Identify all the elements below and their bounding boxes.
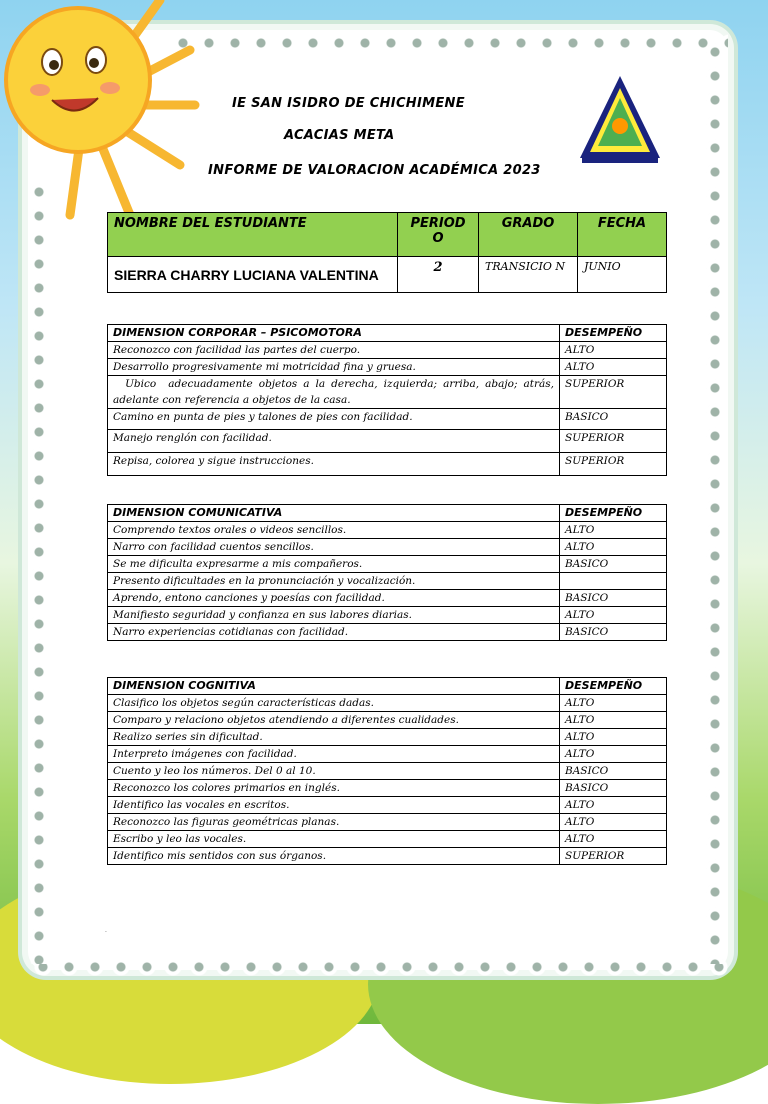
indicator-level: ALTO: [560, 746, 667, 763]
indicator-level: ALTO: [560, 342, 667, 359]
indicator-text: Aprendo, entono canciones y poesías con facilidad.: [108, 590, 560, 607]
indicator-text: Clasifico los objetos según características dadas.: [108, 695, 560, 712]
table-row: [108, 409, 667, 430]
indicator-level: ALTO: [560, 359, 667, 376]
lace-border-top: [170, 32, 728, 54]
header-grado: GRADO: [479, 213, 578, 257]
indicator-level: ALTO: [560, 522, 667, 539]
table-row: [108, 539, 667, 556]
indicator-text: Identifico mis sentidos con sus órganos.: [108, 848, 560, 865]
indicator-level: ALTO: [560, 712, 667, 729]
level-header: DESEMPEÑO: [560, 325, 667, 342]
header-periodo: PERIOD O: [398, 213, 479, 257]
indicator-text: Narro experiencias cotidianas con facilidad.: [108, 624, 560, 641]
dimension-title: DIMENSION COGNITIVA: [108, 678, 560, 695]
table-row: [108, 522, 667, 539]
lace-border-left: [28, 180, 50, 964]
indicator-text: Escribo y leo las vocales.: [108, 831, 560, 848]
table-row: [108, 430, 667, 453]
student-periodo: 2: [398, 257, 479, 293]
indicator-text: Presento dificultades en la pronunciación y vocalización.: [108, 573, 560, 590]
indicator-text: Narro con facilidad cuentos sencillos.: [108, 539, 560, 556]
indicator-level: BASICO: [560, 763, 667, 780]
indicator-level: ALTO: [560, 539, 667, 556]
indicator-text: Repisa, colorea y sigue instrucciones.: [108, 453, 560, 476]
school-city: ACACIAS META: [284, 128, 395, 143]
indicator-level: ALTO: [560, 695, 667, 712]
level-header: DESEMPEÑO: [560, 678, 667, 695]
indicator-text: Manifiesto seguridad y confianza en sus labores diarias.: [108, 607, 560, 624]
table-row: [108, 848, 667, 865]
dimension-cognitiva-table: [107, 677, 667, 865]
level-header: DESEMPEÑO: [560, 505, 667, 522]
indicator-level: SUPERIOR: [560, 453, 667, 476]
indicator-text: Se me dificulta expresarme a mis compañeros.: [108, 556, 560, 573]
school-logo-icon: [578, 74, 662, 164]
indicator-level: ALTO: [560, 814, 667, 831]
dimension-comunicativa-table: [107, 504, 667, 641]
indicator-level: BASICO: [560, 556, 667, 573]
indicator-text: Reconozco con facilidad las partes del cuerpo.: [108, 342, 560, 359]
table-row: [108, 556, 667, 573]
indicator-text: Comprendo textos orales o videos sencillos.: [108, 522, 560, 539]
lace-border-right: [704, 40, 726, 964]
table-row: [108, 763, 667, 780]
student-fecha: JUNIO: [578, 257, 667, 293]
indicator-text: Desarrollo progresivamente mi motricidad fina y gruesa.: [108, 359, 560, 376]
indicator-text: Realizo series sin dificultad.: [108, 729, 560, 746]
indicator-text: Cuento y leo los números. Del 0 al 10.: [108, 763, 560, 780]
indicator-level: ALTO: [560, 607, 667, 624]
indicator-text: Identifico las vocales en escritos.: [108, 797, 560, 814]
table-row: [108, 453, 667, 476]
dimension-title: DIMENSION CORPORAR – PSICOMOTORA: [108, 325, 560, 342]
table-row: [108, 746, 667, 763]
dimension-corporal-table: [107, 324, 667, 476]
indicator-level: SUPERIOR: [560, 376, 667, 409]
table-row: [108, 729, 667, 746]
indicator-level: ALTO: [560, 831, 667, 848]
table-row: [108, 797, 667, 814]
indicator-text: Comparo y relaciono objetos atendiendo a diferentes cualidades.: [108, 712, 560, 729]
indicator-level: BASICO: [560, 780, 667, 797]
lace-border-bottom: [30, 956, 728, 978]
table-row: [108, 831, 667, 848]
indicator-text: Camino en punta de pies y talones de pies con facilidad.: [108, 409, 560, 430]
indicator-level: ALTO: [560, 797, 667, 814]
student-name: SIERRA CHARRY LUCIANA VALENTINA: [108, 257, 398, 293]
header-fecha: FECHA: [578, 213, 667, 257]
header-nombre: NOMBRE DEL ESTUDIANTE: [108, 213, 398, 257]
student-info-table: [107, 212, 667, 293]
table-row: [108, 607, 667, 624]
school-name: IE SAN ISIDRO DE CHICHIMENE: [232, 96, 465, 111]
indicator-level: SUPERIOR: [560, 848, 667, 865]
table-row: [108, 342, 667, 359]
table-row: [108, 814, 667, 831]
indicator-level: ALTO: [560, 729, 667, 746]
indicator-level: BASICO: [560, 409, 667, 430]
table-row: [108, 712, 667, 729]
table-row: [108, 359, 667, 376]
indicator-text: Reconozco los colores primarios en inglés.: [108, 780, 560, 797]
indicator-text: Reconozco las figuras geométricas planas.: [108, 814, 560, 831]
indicator-level: [560, 573, 667, 590]
report-title: INFORME DE VALORACION ACADÉMICA 2023: [208, 163, 541, 178]
table-row: [108, 573, 667, 590]
indicator-text: Manejo renglón con facilidad.: [108, 430, 560, 453]
indicator-level: SUPERIOR: [560, 430, 667, 453]
table-row: [108, 376, 667, 409]
table-row: [108, 780, 667, 797]
table-row: [108, 695, 667, 712]
indicator-text: Interpreto imágenes con facilidad.: [108, 746, 560, 763]
sun-illustration: [0, 0, 200, 220]
indicator-level: BASICO: [560, 624, 667, 641]
table-row: [108, 590, 667, 607]
dimension-title: DIMENSION COMUNICATIVA: [108, 505, 560, 522]
footer-mark: .: [105, 927, 107, 934]
table-row: [108, 624, 667, 641]
indicator-level: BASICO: [560, 590, 667, 607]
student-grado: TRANSICIO N: [479, 257, 578, 293]
indicator-text: Ubico adecuadamente objetos a la derecha, izquierda; arriba, abajo; atrás, adelante con referencia a objetos de la casa.: [108, 376, 560, 409]
